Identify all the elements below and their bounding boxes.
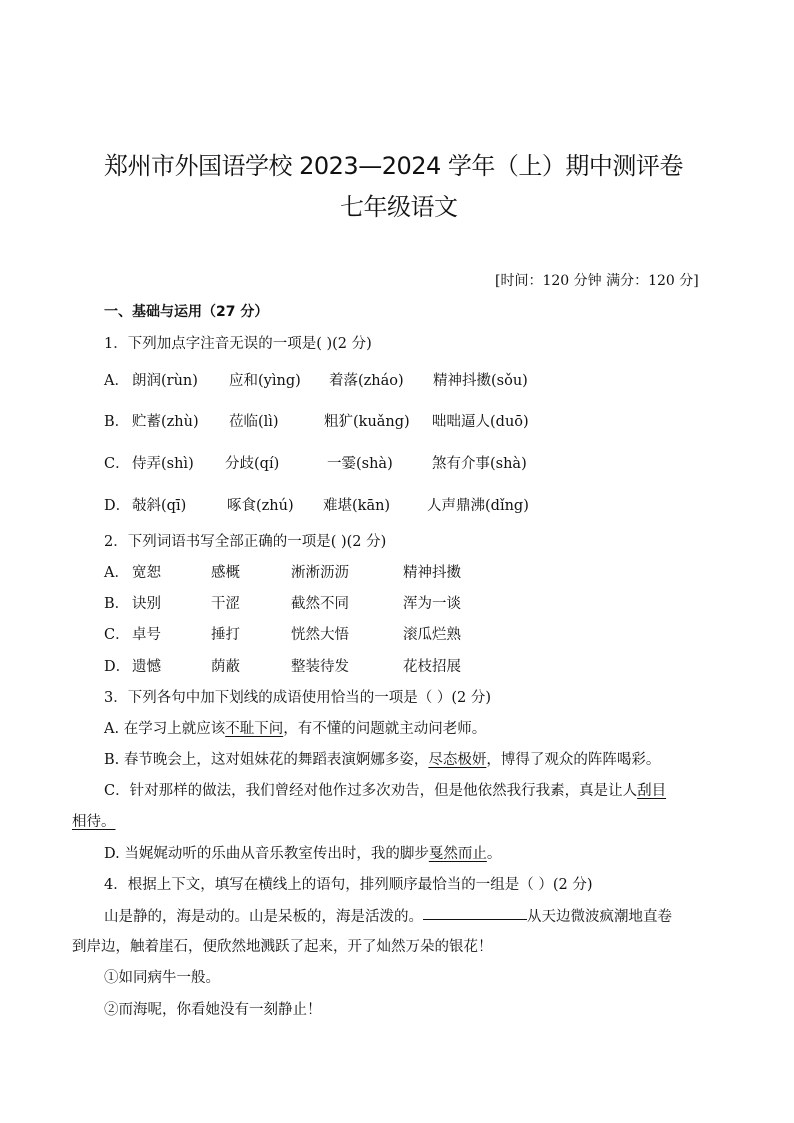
option-item: 恍然大悟 [291,627,349,643]
q3-option-c [104,779,666,800]
fill-blank [423,918,527,920]
option-item: 应和(yìng) [229,373,301,389]
option-item: 着落(zháo) [329,373,404,389]
underlined-idiom: 戛然而止 [428,846,487,862]
q4-stem: 4．根据上下文，填写在横线上的语句，排列顺序最恰当的一组是（ ）(2 分) [104,877,593,893]
option-item: 朗润(rùn) [132,373,198,389]
exam-title: 郑州市外国语学校 2023—2024 学年（上）期中测评卷 [104,152,683,180]
exam-subtitle: 七年级语文 [340,193,458,221]
passage-text: 山是静的，海是动的。山是呆板的，海是活泼的。 [104,909,423,925]
option-item: 诀别 [132,596,161,612]
q4-sentence-2: ②而海呢，你看她没有一刻静止！ [104,1002,322,1018]
q3-option-c-continued [72,810,116,831]
passage-text: 从天边微波疯潮地直卷 [527,909,672,925]
option-item: 淅淅沥沥 [291,565,349,581]
underlined-idiom: 相待。 [72,814,116,830]
option-label: D． [104,498,131,514]
option-text: ，博得了观众的阵阵喝彩。 [486,752,661,768]
option-item: 侍弄(shì) [132,456,194,472]
q2-stem: 2．下列词语书写全部正确的一项是( )(2 分) [104,534,387,550]
option-item: 精神抖擞 [403,565,461,581]
option-text: 。 [486,846,502,862]
option-item: 贮蓄(zhù) [132,414,199,430]
option-item: 截然不同 [291,596,349,612]
option-item: 一霎(shà) [327,456,393,472]
option-label: B． [104,414,130,430]
underlined-idiom: 不耻下问 [225,721,284,737]
q4-passage-line1 [104,905,672,926]
option-text: C．针对那样的做法，我们曾经对他作过多次劝告，但是他依然我行我素，真是让人 [104,783,638,799]
option-label: A． [104,373,129,389]
option-item: 干涩 [211,596,240,612]
exam-meta: [时间：120 分钟 满分：120 分] [495,273,699,289]
option-item: 滚瓜烂熟 [403,627,461,643]
option-text: ，有不懂的问题就主动问老师。 [283,721,487,737]
option-item: 莅临(lì) [229,414,279,430]
option-item: 难堪(kān) [323,498,391,514]
option-label: D． [104,659,131,675]
section-heading: 一、基础与运用（27 分） [104,304,269,320]
option-item: 精神抖擞(sǒu) [433,373,528,389]
option-item: 遗憾 [132,659,161,675]
option-item: 攲斜(qī) [132,498,187,514]
option-label: A． [104,565,129,581]
option-text: B. 春节晚会上，这对姐妹花的舞蹈表演婀娜多姿， [104,752,429,768]
q3-option-d [104,842,501,863]
option-item: 宽恕 [132,565,161,581]
q4-sentence-1: ①如同病牛一般。 [104,970,220,986]
option-text: A. 在学习上就应该 [104,721,226,737]
option-label: C． [104,627,130,643]
option-item: 浑为一谈 [403,596,461,612]
option-item: 捶打 [211,627,240,643]
option-item: 整装待发 [291,659,349,675]
option-label: C． [104,456,130,472]
option-label: B． [104,596,130,612]
option-item: 感概 [211,565,240,581]
option-item: 花枝招展 [403,659,461,675]
option-item: 粗犷(kuǎng) [324,414,410,430]
q1-stem: 1．下列加点字注音无误的一项是( )(2 分) [104,336,372,352]
option-item: 咄咄逼人(duō) [432,414,529,430]
option-item: 分歧(qí) [225,456,280,472]
q3-option-a [104,717,486,738]
option-item: 人声鼎沸(dǐng) [427,498,529,514]
underlined-idiom: 刮目 [637,783,667,799]
q4-passage-line2: 到岸边，触着崖石，便欣然地溅跃了起来，开了灿然万朵的银花！ [72,939,493,955]
option-item: 卓号 [132,627,161,643]
option-text: D. 当娓娓动听的乐曲从音乐教室传出时，我的脚步 [104,846,429,862]
underlined-idiom: 尽态极妍 [428,752,487,768]
option-item: 煞有介事(shà) [432,456,527,472]
option-item: 荫蔽 [211,659,240,675]
q3-stem: 3．下列各句中加下划线的成语使用恰当的一项是（ ）(2 分) [104,690,491,706]
q3-option-b [104,748,660,769]
option-item: 啄食(zhú) [227,498,294,514]
